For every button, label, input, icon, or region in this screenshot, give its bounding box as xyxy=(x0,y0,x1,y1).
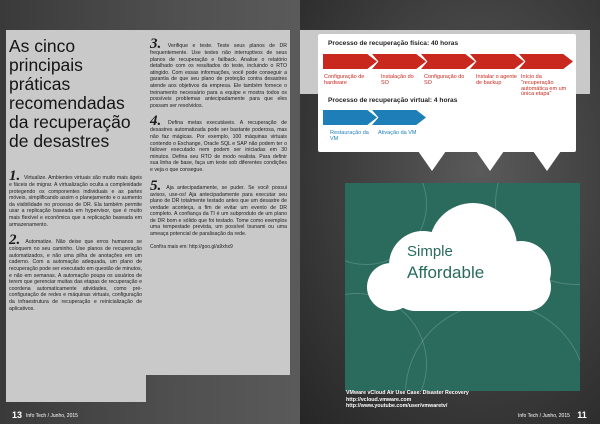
item-number: 3. xyxy=(150,36,162,52)
folio-right xyxy=(518,410,587,420)
virtual-title: Processo de recuperação virtual: 4 horas xyxy=(328,97,458,104)
physical-step-5-arrow xyxy=(519,54,573,69)
item-number: 4. xyxy=(150,113,162,130)
column-2 xyxy=(150,38,287,256)
item-2 xyxy=(9,234,142,312)
virtual-step-1-arrow xyxy=(323,110,377,125)
item-text: Aja antecipadamente, se puder. Se você possui avisos, use-os! Aja antecipadamente para executar seu plano de DR totalmente testado antes que um desastre de verdade aconteça, a fim de evitar um evento de DR completo. A confiança da TI é um subproduto de um plano de DR bom e sólido que foi testado. Tome como exemplos uma tempestade prevista, um possível tsunami ou uma ameaça potencial de paralisação da rede. xyxy=(150,184,287,238)
item-text: Verifique e teste. Teste seus planos de DR frequentemente. Use testes não interruptivos de seus planos de recuperação e failback. Analise o relatório detalhado com os resultados do teste, incluindo o RTO atingido. Com essas informações, você pode conseguir a garantia de que seu plano de proteção contra desastres atende aos objetivos da empresa. Ele também fornece o treinamento necessário para a equipe e mostra todos os possíveis problemas antecipadamente para que eles possam ser resolvidos. xyxy=(150,43,287,109)
physical-step-1-arrow xyxy=(323,54,377,69)
image-caption xyxy=(346,390,586,410)
pointer-2 xyxy=(476,151,504,171)
folio-text: Info Tech / Junho, 2015 xyxy=(518,413,570,419)
virtual-step-2-label: Ativação da VM xyxy=(378,130,417,136)
item-number: 2. xyxy=(9,232,21,249)
item-5 xyxy=(150,177,287,238)
item-text: Defina metas executáveis. A recuperação de desastres automatizada pode ser bastante poderosa, mas não faz mágicas. Por exemplo, 100 máquinas virtuais contendo o Exchange, Oracle SQL e SAP não podem ter o failover executado nem podem ser iniciadas em 30 minutos. Defina seu RTO de modo realista. Para definir sua linha de base, faça um teste sob diferentes condições e veja o que consegue. xyxy=(150,120,287,173)
item-text: Virtualize. Ambientes virtuais são muito mais ágeis e fáceis de migrar. A virtualização oculta a complexidade protegendo os componentes individuais e as partes móveis, simplificando assim o planejamento e o aumento da visibilidade no processo de DR. Ela também permite usar a replicação baseada em hypervisor, que é muito mais flexível e econômica que a replicação baseada em armazenamento. xyxy=(9,175,142,228)
item-text: Automatize. Não deixe que erros humanos se coloquem no seu caminho. Use planos de recuperação automatizados, e não uma pilha de anotações em um caderno. Com a automação adequada, um plano de recuperação pode ser executado em questão de minutos, e não em semanas. A automação poupa os usuários de terem que gerenciar muitas das etapas de recuperação e coordena automaticamente atividades, como pré-configuração de redes e máquinas virtuais, configuração da infraestrutura de recuperação e reinicialização de aplicativos. xyxy=(9,239,142,312)
physical-step-2-label: Instalação do SO xyxy=(381,74,414,86)
column-1 xyxy=(9,170,142,318)
physical-step-2-arrow xyxy=(372,54,426,69)
physical-step-4-label: Instalar o agente de backup xyxy=(476,74,517,86)
folio-text: Info Tech / Junho, 2015 xyxy=(26,413,78,419)
folio-left xyxy=(12,410,78,420)
physical-step-5-label: Início da "recuperação automática em um única etapa" xyxy=(521,74,567,98)
virtual-step-1-label: Restauração da VM xyxy=(330,130,369,142)
physical-step-3-arrow xyxy=(421,54,475,69)
vcloud-promo-image[interactable] xyxy=(345,183,580,391)
physical-step-4-arrow xyxy=(470,54,524,69)
item-number: 5. xyxy=(150,177,162,194)
cloud-icon xyxy=(345,183,580,391)
page-number: 13 xyxy=(12,410,23,420)
item-3 xyxy=(150,38,287,109)
caption-title: VMware vCloud Air Use Case: Disaster Recovery xyxy=(346,390,469,396)
promo-line-2: Affordable xyxy=(407,263,485,282)
physical-step-3-label: Configuração do SO xyxy=(424,74,465,86)
promo-line-1: Simple xyxy=(407,243,453,260)
article-title: As cinco principais práticas recomendadas da recuperação de desastres xyxy=(9,36,131,151)
caption-link-1[interactable]: http://vcloud.vmware.com xyxy=(346,396,412,403)
virtual-step-2-arrow xyxy=(372,110,426,125)
physical-title: Processo de recuperação física: 40 horas xyxy=(328,40,459,47)
source-link[interactable]: Confira mais em: http://goo.gl/a9xhx9 xyxy=(150,243,233,250)
item-4 xyxy=(150,115,287,173)
pointer-1 xyxy=(418,151,446,171)
item-number: 1. xyxy=(9,168,21,184)
pointer-3 xyxy=(533,151,561,171)
item-1 xyxy=(9,170,142,228)
page-number: 11 xyxy=(577,410,587,420)
caption-link-2[interactable]: http://www.youtube.com/user/vmwaretv/ xyxy=(346,403,448,410)
physical-step-1-label: Configuração de hardware xyxy=(324,74,365,86)
